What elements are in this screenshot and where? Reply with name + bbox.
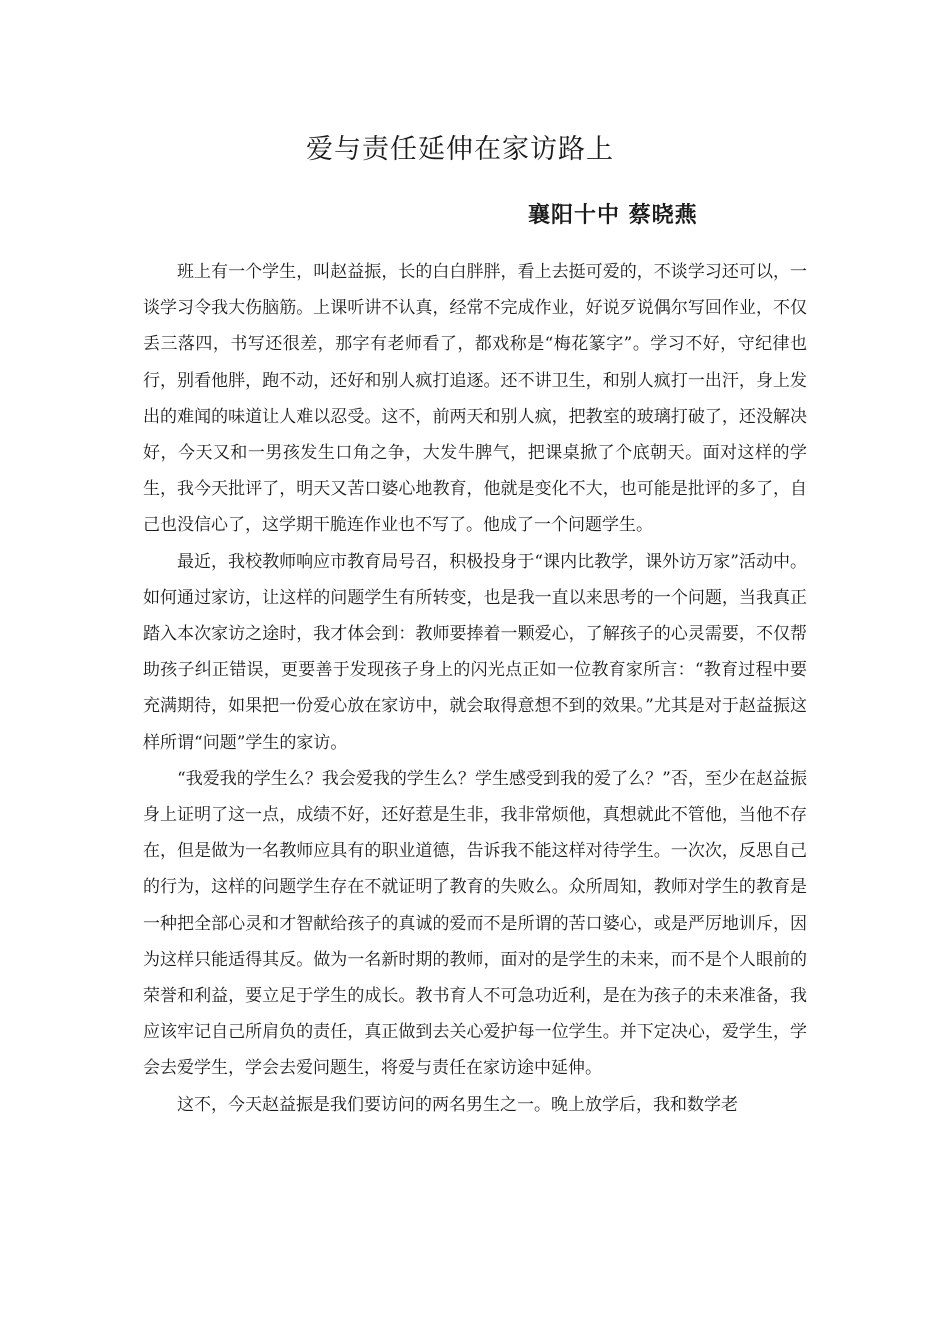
document-body [143,254,807,1123]
paragraph-3: “我爱我的学生么？我会爱我的学生么？学生感受到我的爱了么？”否，至少在赵益振身上证明了这一点，成绩不好，还好惹是生非，我非常烦他，真想就此不管他，当他不存在，但是做为一名教师应具有的职业道德，告诉我不能这样对待学生。一次次，反思自己的行为，这样的问题学生存在不就证明了教育的失败么。众所周知，教师对学生的教育是一种把全部心灵和才智献给孩子的真诚的爱而不是所谓的苦口婆心，或是严厉地训斥，因为这样只能适得其反。做为一名新时期的教师，面对的是学生的未来，而不是个人眼前的荣誉和利益，要立足于学生的成长。教书育人不可急功近利，是在为孩子的未来准备，我应该牢记自己所肩负的责任，真正做到去关心爱护每一位学生。并下定决心，爱学生，学会去爱学生，学会去爱问题生，将爱与责任在家访途中延伸。 [143,768,807,1079]
document-title: 爱与责任延伸在家访路上 [306,134,614,165]
paragraph-4: 这不，今天赵益振是我们要访问的两名男生之一。晚上放学后，我和数学老 [177,1094,738,1115]
document-author: 襄阳十中 蔡晓燕 [528,202,698,228]
paragraph-1: 班上有一个学生，叫赵益振，长的白白胖胖，看上去挺可爱的，不谈学习还可以，一谈学习令我大伤脑筋。上课听讲不认真，经常不完成作业，好说歹说偶尔写回作业，不仅丢三落四，书写还很差，那字有老师看了，都戏称是“梅花篆字”。学习不好，守纪律也行，别看他胖，跑不动，还好和别人疯打追逐。还不讲卫生，和别人疯打一出汗，身上发出的难闻的味道让人难以忍受。这不，前两天和别人疯，把教室的玻璃打破了，还没解决好，今天又和一男孩发生口角之争，大发牛脾气，把课桌掀了个底朝天。面对这样的学生，我今天批评了，明天又苦口婆心地教育，他就是变化不大，也可能是批评的多了，自己也没信心了，这学期干脆连作业也不写了。他成了一个问题学生。 [143,262,807,536]
paragraph-2: 最近，我校教师响应市教育局号召，积极投身于“课内比教学，课外访万家”活动中。如何通过家访，让这样的问题学生有所转变，也是我一直以来思考的一个问题，当我真正踏入本次家访之途时，我才体会到：教师要捧着一颗爱心，了解孩子的心灵需要，不仅帮助孩子纠正错误，更要善于发现孩子身上的闪光点正如一位教育家所言：“教育过程中要充满期待，如果把一份爱心放在家访中，就会取得意想不到的效果。”尤其是对于赵益振这样所谓“问题”学生的家访。 [143,551,807,753]
